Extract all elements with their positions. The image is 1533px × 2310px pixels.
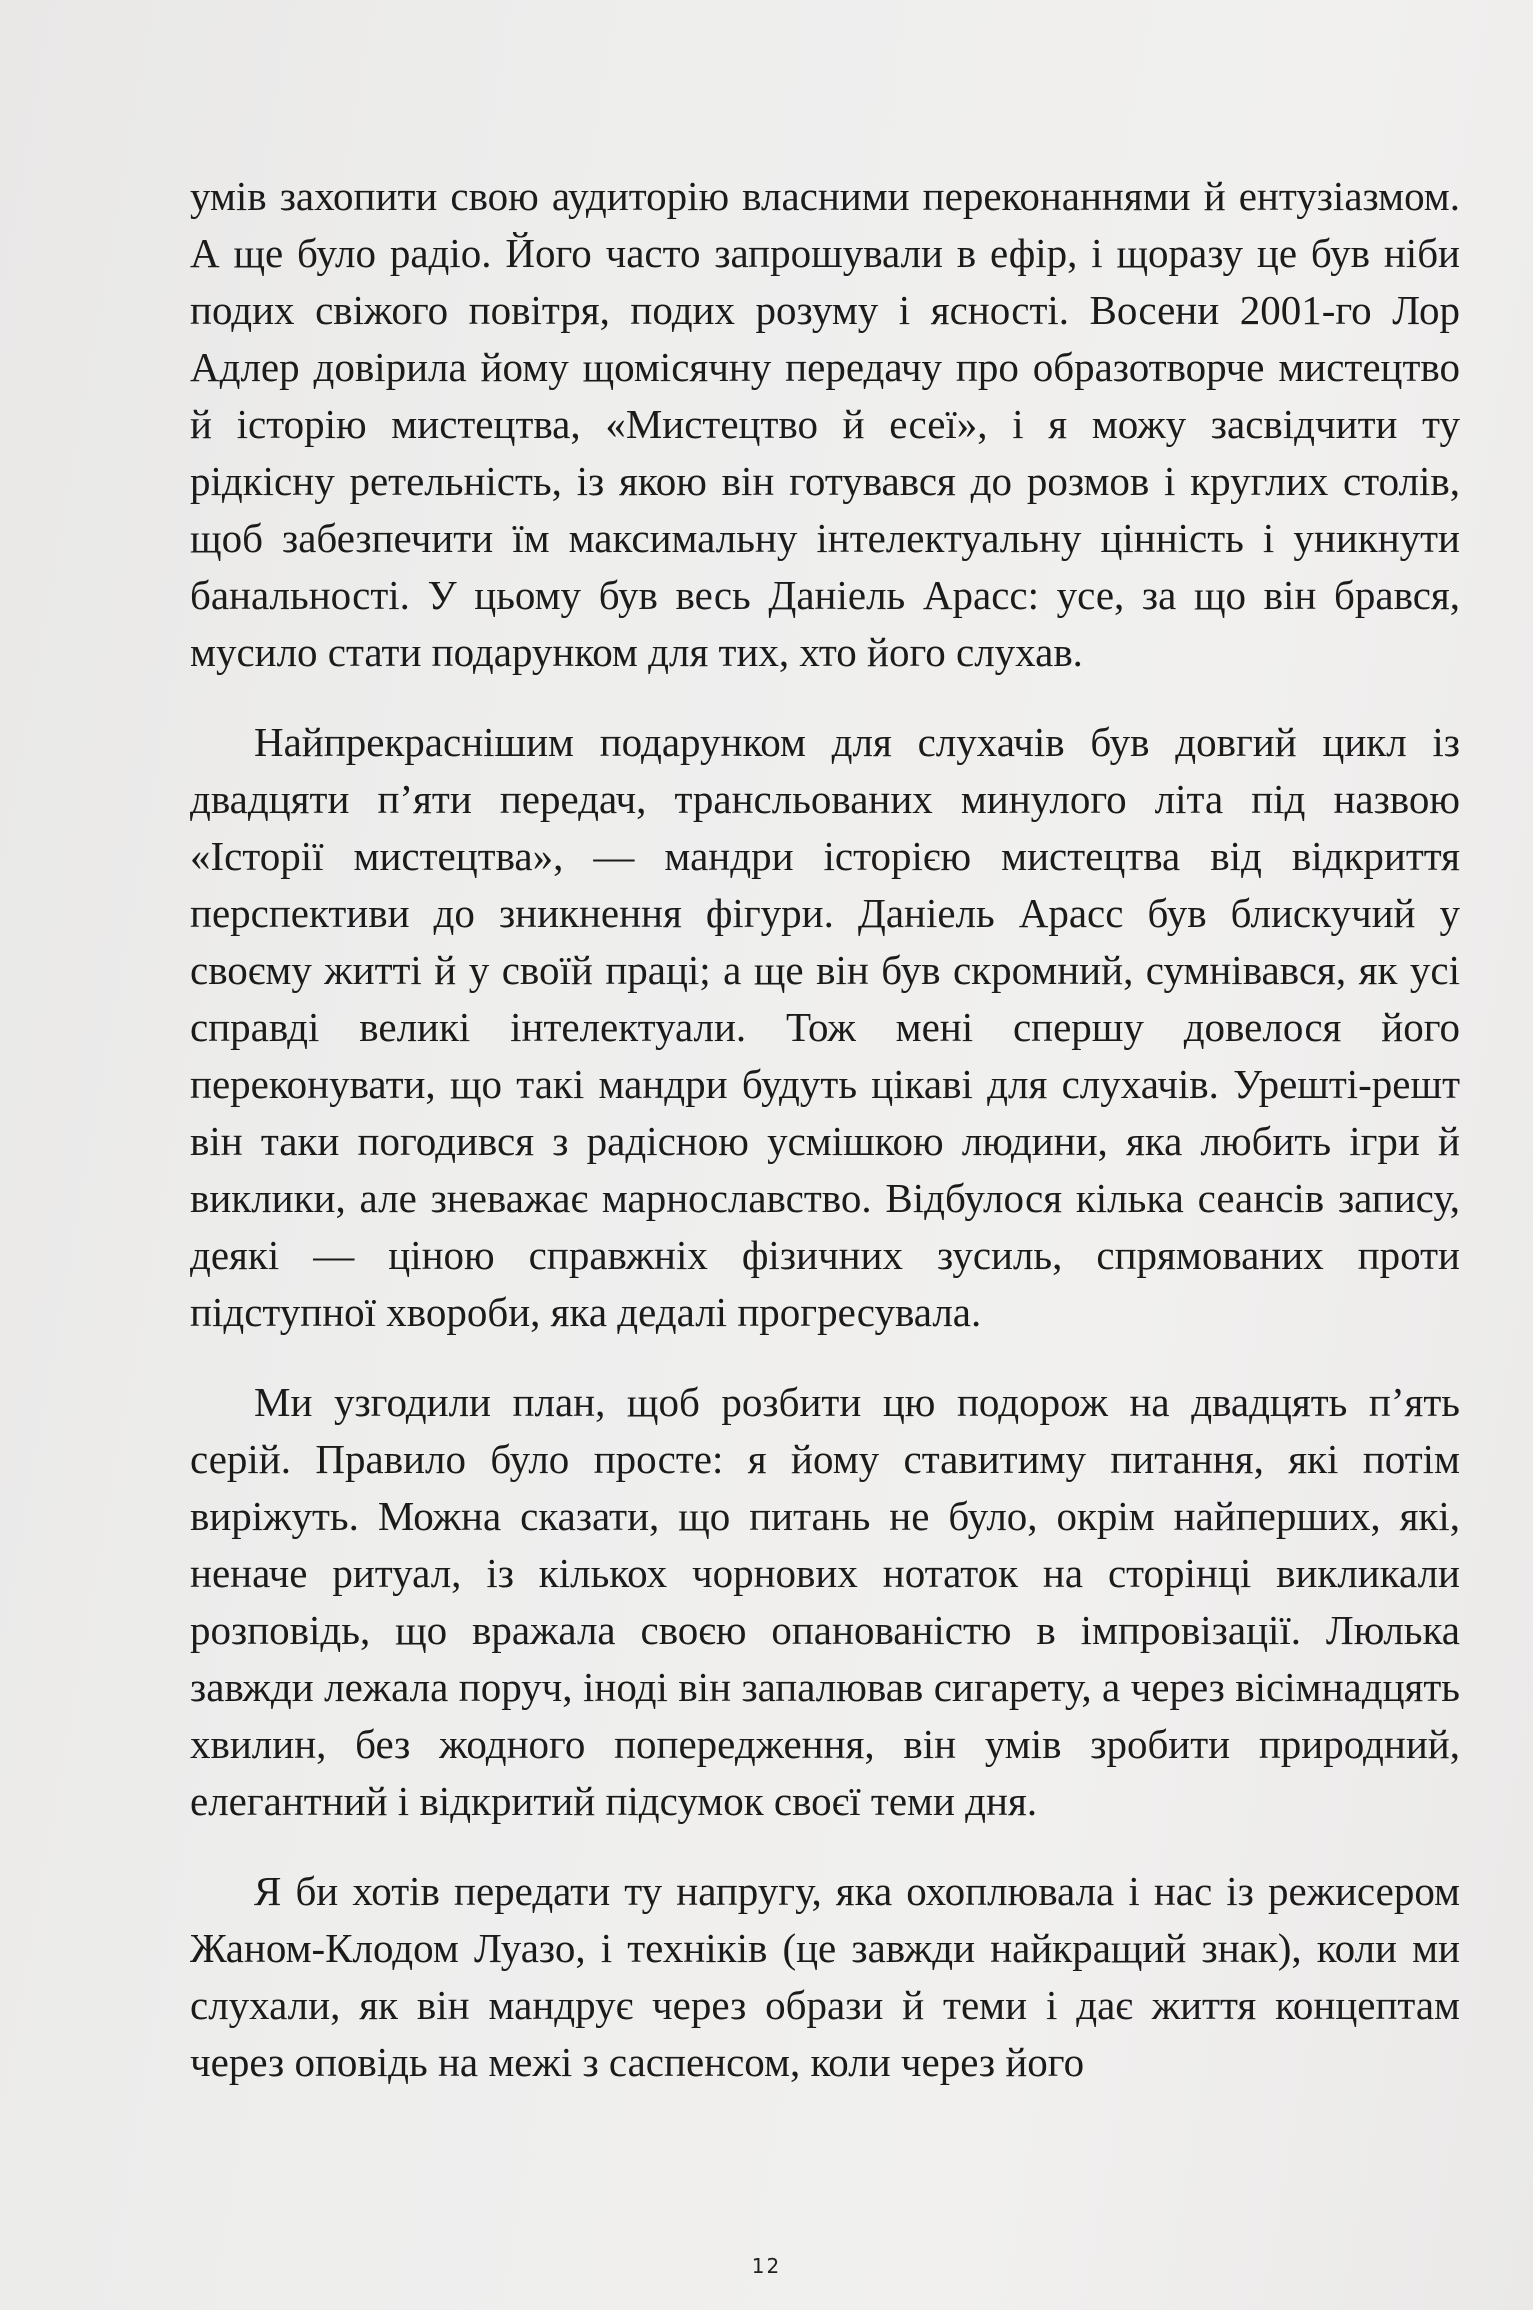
- paragraph-3: Ми узгодили план, щоб розбити цю подорож на двадцять п’ять серій. Правило було просте: я йому ставитиму питання, які потім виріжуть. Можна сказати, що питань не було, окрім найперших, які, неначе ритуал, із кількох чорнових нотаток на сторінці викликали розповідь, що вражала своєю опанованістю в імпровізації. Люлька завжди лежала поруч, іноді він запалював сигарету, а через вісімнадцять хвилин, без жодного попередження, він умів зробити природний, елегантний і відкритий підсумок своєї теми дня.: [190, 1379, 1460, 1824]
- paragraph-4: Я би хотів передати ту напругу, яка охоплювала і нас із режисером Жаном-Клодом Луазо, і техніків (це завжди найкращий знак), коли ми слухали, як він мандрує через образи й теми і дає життя концептам через оповідь на межі з саспенсом, коли через його: [190, 1868, 1460, 2085]
- paragraph-1: умів захопити свою аудиторію власними переконаннями й ентузіазмом. А ще було радіо. Його часто запрошували в ефір, і щоразу це був ніби подих свіжого повітря, подих розуму і ясності. Восени 2001-го Лор Адлер довірила йому щомісячну передачу про образотворче мистецтво й історію мистецтва, «Мистецтво й есеї», і я можу засвідчити ту рідкісну ретельність, із якою він готувався до розмов і круглих столів, щоб забезпечити їм максимальну інтелектуальну цінність і уникнути банальності. У цьому був весь Даніель Арасс: усе, за що він брався, мусило стати подарунком для тих, хто його слухав.: [190, 173, 1460, 675]
- body-text: [190, 168, 1460, 2124]
- page-number: 12: [751, 2254, 782, 2278]
- paragraph-2: Найпрекраснішим подарунком для слухачів був довгий цикл із двадцяти п’яти передач, трансльованих минулого літа під назвою «Історії мистецтва», — мандри історією мистецтва від відкриття перспективи до зникнення фігури. Даніель Арасс був блискучий у своєму житті й у своїй праці; а ще він був скромний, сумнівався, як усі справді великі інтелектуали. Тож мені спершу довелося його переконувати, що такі мандри будуть цікаві для слухачів. Урешті-решт він таки погодився з радісною усмішкою людини, яка любить ігри й виклики, але зневажає марнославство. Відбулося кілька сеансів запису, деякі — ціною справжніх фізичних зусиль, спрямованих проти підступної хвороби, яка дедалі прогресувала.: [190, 719, 1460, 1335]
